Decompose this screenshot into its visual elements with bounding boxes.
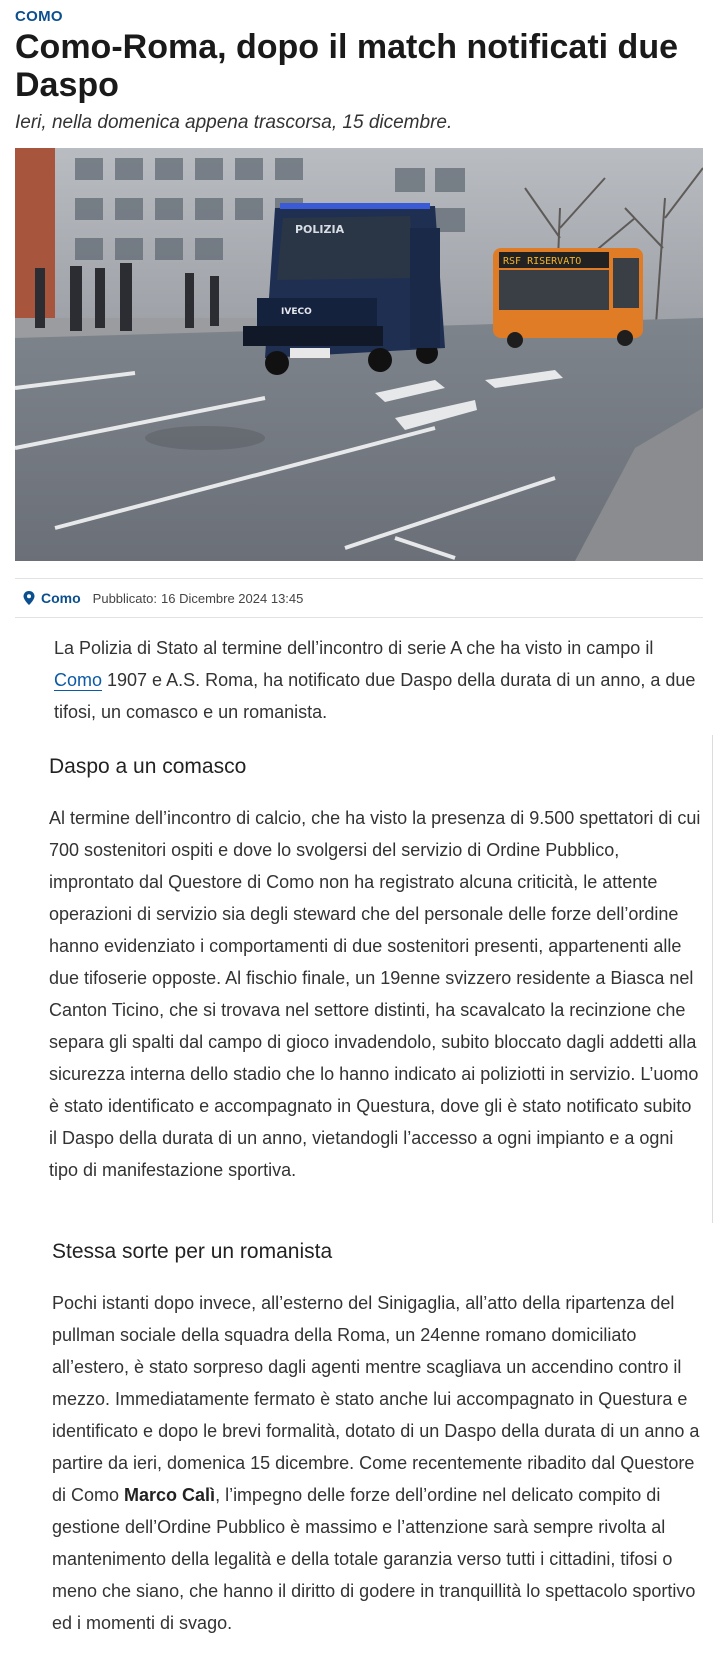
page-title: Como-Roma, dopo il match notificati due Daspo xyxy=(15,28,678,104)
article-meta xyxy=(15,578,703,618)
article-subtitle: Ieri, nella domenica appena trascorsa, 15 dicembre. xyxy=(15,112,453,133)
section-paragraph-romanista xyxy=(52,1287,704,1639)
intro-text-end: 1907 e A.S. Roma, ha notificato due Daspo della durata di un anno, a due tifosi, un comasco e un romanista. xyxy=(54,670,696,722)
location-link[interactable]: Como xyxy=(41,590,81,606)
romanista-text-start: Pochi istanti dopo invece, all’esterno del Sinigaglia, all’atto della ripartenza del pullman sociale della squadra della Roma, un 24enne romano domiciliato all’estero, è stato sorpreso dagli agenti mentre scagliava un accendino contro il mezzo. Immediatamente fermato è stato anche lui accompagnato in Questura e identificato e dopo le brevi formalità, dotato di un Daspo della durata di un anno a partire da ieri, domenica 15 dicembre. Come recentemente ribadito dal Questore di Como xyxy=(52,1293,700,1505)
bus-destination-sign: RSF RISERVATO xyxy=(503,256,582,267)
side-divider xyxy=(712,735,713,1223)
published-label: Pubblicato: xyxy=(92,590,157,606)
section-paragraph-comasco: Al termine dell’incontro di calcio, che ha visto la presenza di 9.500 spettatori di cui 700 sostenitori ospiti e dove lo svolgersi del servizio di Ordine Pubblico, improntato dal Questore di Como non ha registrato alcuna criticità, le attente operazioni di servizio sia degli steward che del personale delle forze dell’ordine hanno evidenziato i comportamenti di due sostenitori presenti, appartenenti alle due tifoserie opposte. Al fischio finale, un 19enne svizzero residente a Biasca nel Canton Ticino, che si trovava nel settore distinti, ha scavalcato la recinzione che separa gli spalti dal campo di gioco invadendolo, subito bloccato dagli addetti alla sicurezza interna dello stadio che lo hanno indicato ai poliziotti in servizio. L’uomo è stato identificato e accompagnato in Questura, dove gli è stato notificato subito il Daspo della durata di un anno, vietandogli l’accesso a ogni impianto e a ogni tipo di manifestazione sportiva. xyxy=(49,808,701,1180)
section-heading-comasco: Daspo a un comasco xyxy=(49,755,247,778)
van-brand: IVECO xyxy=(281,307,312,317)
section-heading-romanista: Stessa sorte per un romanista xyxy=(52,1240,333,1263)
published-date: 16 Dicembre 2024 13:45 xyxy=(161,590,304,606)
questore-name: Marco Calì xyxy=(124,1485,216,1505)
como-link[interactable]: Como xyxy=(54,670,103,690)
hero-image xyxy=(15,148,703,561)
intro-paragraph xyxy=(54,632,704,728)
category-link[interactable]: COMO xyxy=(15,8,63,25)
intro-text-start: La Polizia di Stato al termine dell’incontro di serie A che ha visto in campo il xyxy=(54,638,654,658)
romanista-text-end: , l’impegno delle forze dell’ordine nel delicato compito di gestione dell’Ordine Pubblico è massimo e l’attenzione sarà sempre rivolta al mantenimento della legalità e della totale garanzia verso tutti i cittadini, tifosi o meno che siano, che hanno il diritto di godere in tranquillità lo spettacolo sportivo ed i momenti di svago. xyxy=(52,1485,696,1633)
van-label: POLIZIA xyxy=(295,223,345,236)
map-pin-icon xyxy=(23,591,35,605)
